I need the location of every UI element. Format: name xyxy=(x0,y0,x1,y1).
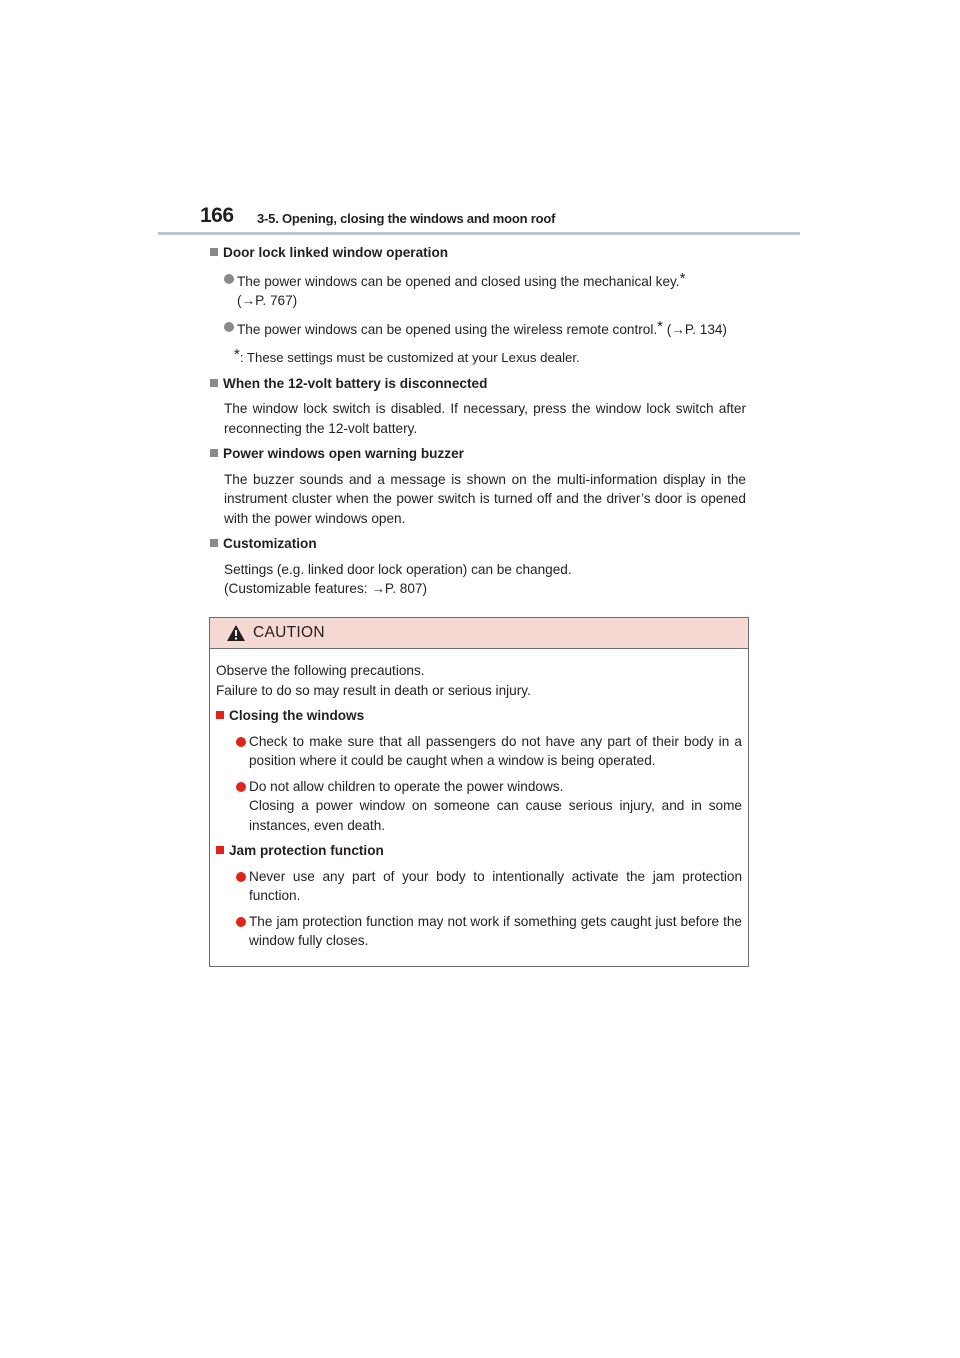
section-body: The buzzer sounds and a message is shown on the multi-information display in the instrument cluster when the power switch is turned off and the driver’s door is opened with the power windows open. xyxy=(224,471,746,526)
footnote: *: These settings must be customized at your Lexus dealer. xyxy=(234,346,580,365)
section-heading: Door lock linked window operation xyxy=(210,243,746,263)
square-bullet-icon xyxy=(210,379,218,387)
page-reference[interactable]: (Customizable features: →P. 807) xyxy=(224,581,427,596)
list-item: The jam protection function may not work if something gets caught just before the window fully closes. xyxy=(216,912,742,951)
bullet-dot-icon xyxy=(236,737,246,747)
square-bullet-icon xyxy=(210,449,218,457)
section-customization xyxy=(210,534,746,599)
bullet-dot-icon xyxy=(236,782,246,792)
caution-header xyxy=(210,618,748,649)
section-body: Settings (e.g. linked door lock operation) can be changed. (Customizable features: →P. 807) xyxy=(224,561,572,596)
section-door-lock xyxy=(210,243,746,368)
list-item: Check to make sure that all passengers do not have any part of their body in a position where it could be caught when a window is being operated. xyxy=(216,732,742,771)
section-buzzer xyxy=(210,444,746,528)
bullet-dot-icon xyxy=(224,274,234,284)
square-bullet-icon xyxy=(210,539,218,547)
square-bullet-icon xyxy=(210,248,218,256)
bullet-dot-icon xyxy=(236,917,246,927)
page-reference[interactable]: (→P. 767) xyxy=(237,293,298,308)
bullet-dot-icon xyxy=(224,322,234,332)
section-heading: When the 12-volt battery is disconnected xyxy=(210,374,746,394)
list-item: Never use any part of your body to intentionally activate the jam protection function. xyxy=(216,867,742,906)
section-title: 3-5. Opening, closing the windows and moon roof xyxy=(257,211,556,226)
caution-label: CAUTION xyxy=(253,624,325,641)
page-number: 166 xyxy=(200,204,234,227)
main-content xyxy=(210,243,746,605)
bullet-dot-icon xyxy=(236,872,246,882)
caution-body xyxy=(210,649,748,951)
square-bullet-icon xyxy=(216,711,224,719)
caution-heading: Jam protection function xyxy=(216,841,742,861)
warning-icon xyxy=(226,624,246,642)
list-item: The power windows can be opened using the wireless remote control.* (→P. 134) xyxy=(210,317,746,340)
section-heading: Customization xyxy=(210,534,746,554)
section-battery xyxy=(210,374,746,439)
section-heading: Power windows open warning buzzer xyxy=(210,444,746,464)
header-rule xyxy=(158,232,800,235)
list-item: The power windows can be opened and closed using the mechanical key.* (→P. 767) xyxy=(210,269,746,311)
page-reference[interactable]: (→P. 134) xyxy=(666,321,727,337)
section-body: The window lock switch is disabled. If necessary, press the window lock switch after reconnecting the 12-volt battery. xyxy=(224,401,746,436)
list-item: Do not allow children to operate the power windows. Closing a power window on someone can cause serious injury, and in some instances, even death. xyxy=(216,777,742,836)
caution-intro: Observe the following precautions. Failure to do so may result in death or serious injury. xyxy=(216,663,531,698)
caution-box xyxy=(209,617,749,967)
caution-heading: Closing the windows xyxy=(216,706,742,726)
page-header xyxy=(158,204,800,234)
square-bullet-icon xyxy=(216,846,224,854)
